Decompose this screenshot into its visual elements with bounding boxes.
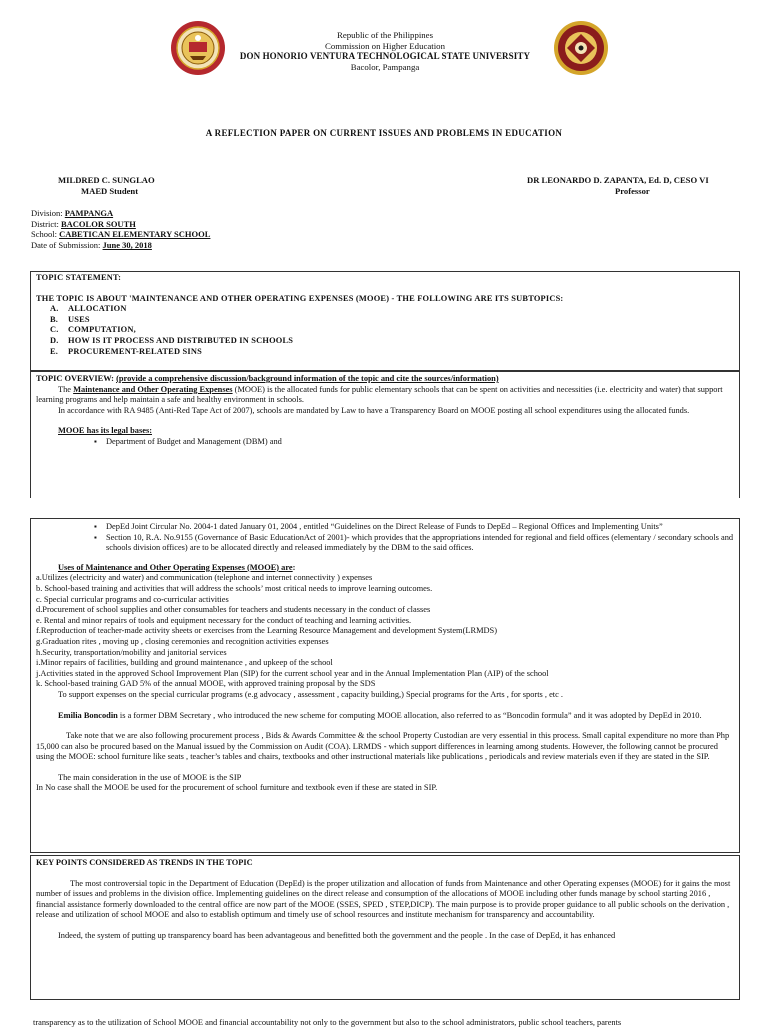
topic-statement-heading: TOPIC STATEMENT: [36, 273, 122, 282]
uses-item: h.Security, transportation/mobility and janitorial services [36, 647, 227, 657]
procurement-paragraph: Take note that we are also following procurement process , Bids & Awards Committee & the school Property Custodian are very essential in this process. Small capital expenditure no more than Php 15,000 can also be procured based on the Manual issued by the Commission on Audit (COA). LRMDS - which support differences in learning among students. However, the following cannot be procured using the MOOE: school furniture like seats , teacher’s tables and chairs, textbooks and other instructional materials like publications , periodicals and review materials even if they are stated in the SIP. [36, 731, 730, 762]
letterhead-line-1: Republic of the Philippines [336, 30, 434, 40]
topic-statement-box [30, 271, 740, 371]
subtopic-item: B. USES [50, 314, 90, 324]
letterhead-line-2: Commission on Higher Education [325, 40, 445, 51]
legal-basis-item: ▪ Section 10, R.A. No.9155 (Governance of Basic EducationAct of 2001)- which provides that the appropriations intended for regional and field offices (elementary / secondary schools and schools division offices) are to be allocated directly and released immediately by the DBM to the said offices. [94, 533, 734, 554]
professor-role: Professor [615, 186, 650, 196]
uses-heading: Uses of Maintenance and Other Operating Expenses (MOOE) are [58, 562, 293, 572]
uses-item: d.Procurement of school supplies and other consumables for teachers and students necessary in the conduct of classes [36, 605, 431, 615]
date-value: June 30, 2018 [102, 240, 152, 251]
letterhead [150, 30, 620, 72]
uses-item: i.Minor repairs of facilities, building and ground maintenance , and upkeep of the school [36, 658, 333, 668]
district-label: District: [31, 218, 59, 229]
district-value: BACOLOR SOUTH [60, 218, 136, 229]
university-location: Bacolor, Pampanga [350, 61, 420, 72]
university-seal-right [553, 20, 609, 76]
overview-heading: TOPIC OVERVIEW: [36, 374, 114, 383]
overview-paragraph-2: In accordance with RA 9485 (Anti-Red Tape Act of 2007), schools are mandated by Law to have a Transparency Board on MOOE posting all school expenditures using the allocated funds. [58, 405, 690, 415]
uses-list [36, 573, 734, 700]
topic-overview-box [30, 371, 740, 499]
professor-name: DR LEONARDO D. ZAPANTA, Ed. D, CESO VI [527, 175, 709, 185]
subtopic-item: E. PROCUREMENT-RELATED SINS [50, 346, 202, 356]
subtopic-list [36, 304, 734, 357]
division-value: PAMPANGA [64, 208, 114, 218]
document-page-2 [0, 514, 768, 1027]
uses-item: To support expenses on the special curricular programs (e.g advocacy , assessment , capacity building,) Special programs for the Arts , for sports , etc . [58, 689, 564, 699]
main-consideration: The main consideration in the use of MOOE is the SIP [58, 772, 242, 782]
subtopic-item: D. HOW IS IT PROCESS AND DISTRIBUTED IN SCHOOLS [50, 335, 294, 345]
key-points-box [30, 855, 740, 1000]
cutoff-text: transparency as to the utilization of School MOOE and financial accountability not only to the government but also to the school administrators, public school teachers, parents [33, 1018, 622, 1027]
uses-item: k. School-based training GAD 5% of the annual MOOE, with approved training proposal by the SDS [36, 679, 376, 689]
university-name: DON HONORIO VENTURA TECHNOLOGICAL STATE UNIVERSITY [239, 51, 531, 61]
key-points-heading: KEY POINTS CONSIDERED AS TRENDS IN THE TOPIC [36, 858, 253, 867]
boncodin-paragraph: Emilia Boncodin is a former DBM Secretary , who introduced the new scheme for computing MOOE allocation, also referred to as “Boncodin formula” and it was adopted by DepEd in 2010. [58, 710, 702, 720]
overview-continued-box: ▪ DepEd Joint Circular No. 2004-1 dated January 01, 2004 , entitled “Guidelines on the Direct Release of Funds to DepEd – Regional Offices and Implementing Units” ▪ Section 10, R.A. No.9155 (Governance of Basic EducationAct of 2001)- which provides that the appropriations intended for regional and field offices (elementary / secondary schools and schools division offices) are to be allocated directly and released immediately by the DBM to the said offices. Uses of Maintenance and Other Operating Expenses (MOOE) are: a.Utilizes (electricity and water) and communication (telephone and internet connectivity ) expenses b. School-based training and activities that will address the schools’ most critical needs to improve learning outcomes. c. Special curricular programs and co-curricular activities d.Procurement of school supplies and other consumables for teachers and students necessary in the conduct of classes e. Rental and minor repairs of tools and equipment necessary for the conduct of teaching and learning activities. f.Reproduction of teacher-made activity sheets or exercises from the Learning Resource Management and development System(LRMDS) g.Graduation rites , moving up , closing ceremonies and recognition activities expenses h.Security, transportation/mobility and janitorial services i.Minor repairs of facilities, building and ground maintenance , and upkeep of the school j.Activities stated in the approved School Improvement Plan (SIP) for the current school year and in the Annual Implementation Plan (AIP) of the school k. School-based training GAD 5% of the annual MOOE, with approved training proposal by the SDS To support expenses on the special curricular programs (e.g advocacy , assessment , capacity building,) Special programs for the Arts , for sports , etc . Emilia Boncodin is a former DBM Secretary , who introduced the new scheme for computing MOOE allocation, also referred to as “Boncodin formula” and it was adopted by DepEd in 2010. Take note that we are also following procurement process , Bids & Awards Committee & the school Property Custodian are very essential in this process. Small capital expenditure no more than Php 15,000 can also be procured based on the Manual issued by the Commission on Audit (COA). LRMDS - which support differences in learning among students. However, the following cannot be procured using the MOOE: school furniture like seats , teacher’s tables and chairs, textbooks and other instructional materials like publications , periodicals and review materials even if they are stated in the SIP. The main consideration in the use of MOOE is the SIP In No case shall the MOOE be used for the procurement of school furniture and textbook even if these are stated in SIP. [30, 518, 740, 853]
date-label: Date of Submission: [31, 240, 101, 251]
key-points-paragraph-1: The most controversial topic in the Department of Education (DepEd) is the proper utilization and allocation of funds from Maintenance and other Operating expenses (MOOE) for it gains the most number of issues and problems in the division office. Implementing guidelines on the direct release and consumption of the allocations of MOOE including other funds manage by school starting 2016 , financial assistance formerly downloaded to the central office are now part of the MOOE (SSES, SPED , STEP,DICP). The main purpose is to provide proper guidance to all public schools on the derivation , release and utilization of school MOOE and also to establish optimum and timely use of school resources and institute mechanism for transparency and accountability. [36, 878, 731, 920]
uses-item: g.Graduation rites , moving up , closing ceremonies and recognition activities expenses [36, 636, 329, 646]
paper-title: A REFLECTION PAPER ON CURRENT ISSUES AND PROBLEMS IN EDUCATION [205, 128, 563, 138]
uses-item: j.Activities stated in the approved School Improvement Plan (SIP) for the current school year and in the Annual Implementation Plan (AIP) of the school [36, 668, 549, 678]
overview-note: (provide a comprehensive discussion/background information of the topic and cite the sources/information) [116, 374, 499, 383]
legal-basis-item: ▪ Department of Budget and Management (DBM) and [94, 437, 734, 448]
student-block [58, 175, 155, 197]
school-value: CABETICAN ELEMENTARY SCHOOL [59, 229, 211, 240]
legal-basis-item: ▪ DepEd Joint Circular No. 2004-1 dated January 01, 2004 , entitled “Guidelines on the Direct Release of Funds to DepEd – Regional Offices and Implementing Units” [94, 522, 734, 533]
topic-statement-text: THE TOPIC IS ABOUT 'MAINTENANCE AND OTHER OPERATING EXPENSES (MOOE) - THE FOLLOWING ARE ITS SUBTOPICS: [36, 293, 564, 303]
uses-item: e. Rental and minor repairs of tools and equipment necessary for the conduct of teaching and learning activities. [36, 615, 412, 625]
legal-bases-list-continued [36, 522, 734, 554]
school-label: School: [31, 229, 57, 240]
division-label: Division: [31, 208, 63, 218]
uses-item: b. School-based training and activities that will address the schools’ most critical needs to improve learning outcomes. [36, 583, 433, 593]
overview-paragraph-1: The Maintenance and Other Operating Expenses (MOOE) is the allocated funds for public elementary schools that can be spent on activities and necessities (i.e. electricity and water) that support learning programs and help maintain a safe and healthy environment in schools. [36, 384, 723, 405]
no-case-note: In No case shall the MOOE be used for the procurement of school furniture and textbook even if these are stated in SIP. [36, 783, 438, 793]
uses-item: c. Special curricular programs and co-curricular activities [36, 594, 229, 604]
uses-item: a.Utilizes (electricity and water) and communication (telephone and internet connectivity ) expenses [36, 573, 373, 583]
school-info [31, 208, 210, 251]
legal-bases-list [36, 437, 734, 448]
document-page-1 [0, 0, 768, 498]
subtopic-item: C. COMPUTATION, [50, 325, 136, 335]
student-name: MILDRED C. SUNGLAO [58, 175, 155, 185]
student-role: MAED Student [81, 186, 139, 196]
page-gap [0, 498, 768, 514]
subtopic-item: A. ALLOCATION [50, 304, 127, 314]
key-points-paragraph-2: Indeed, the system of putting up transparency board has been advantageous and benefitted both the government and the people . In the case of DepEd, it has enhanced [58, 930, 616, 940]
professor-block [527, 175, 709, 197]
legal-bases-heading: MOOE has its legal bases: [58, 426, 152, 436]
uses-item: f.Reproduction of teacher-made activity sheets or exercises from the Learning Resource Management and development System(LRMDS) [36, 626, 498, 636]
